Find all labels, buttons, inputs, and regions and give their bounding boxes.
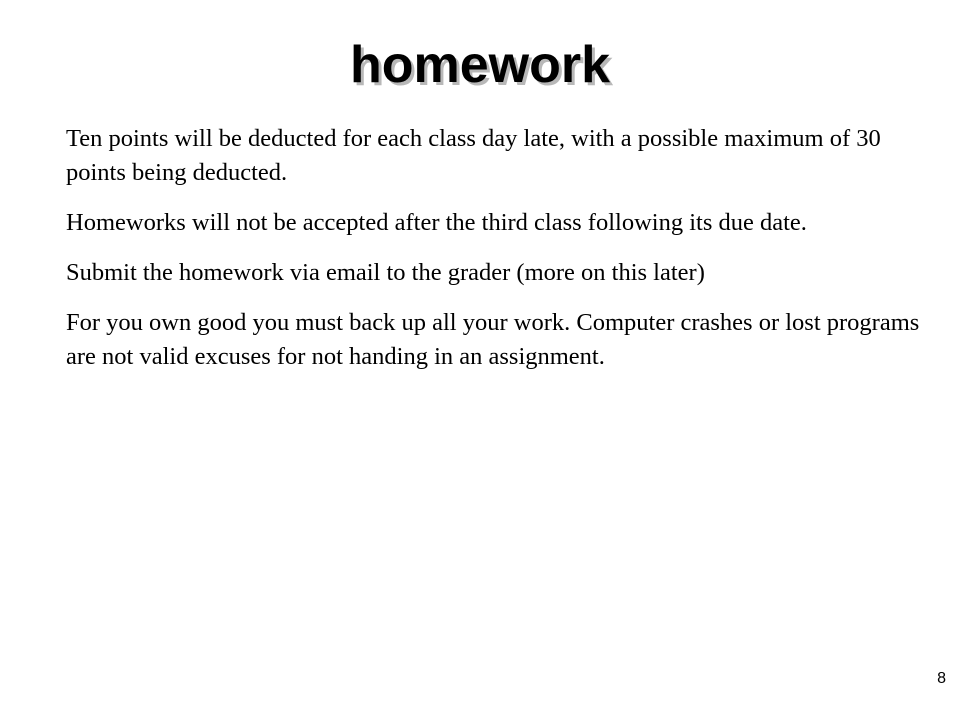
paragraph-submission: Submit the homework via email to the grader (more on this later): [66, 259, 705, 286]
slide-body: [66, 122, 926, 390]
page-number: 8: [937, 670, 946, 687]
paragraph-acceptance-deadline: Homeworks will not be accepted after the third class following its due date.: [66, 209, 807, 236]
slide-title: homework: [349, 36, 611, 94]
paragraph-backup: For you own good you must back up all your work. Computer crashes or lost programs are not valid excuses for not handing in an assignment.: [66, 309, 920, 370]
paragraph-late-penalty: Ten points will be deducted for each class day late, with a possible maximum of 30 points being deducted.: [66, 125, 881, 186]
